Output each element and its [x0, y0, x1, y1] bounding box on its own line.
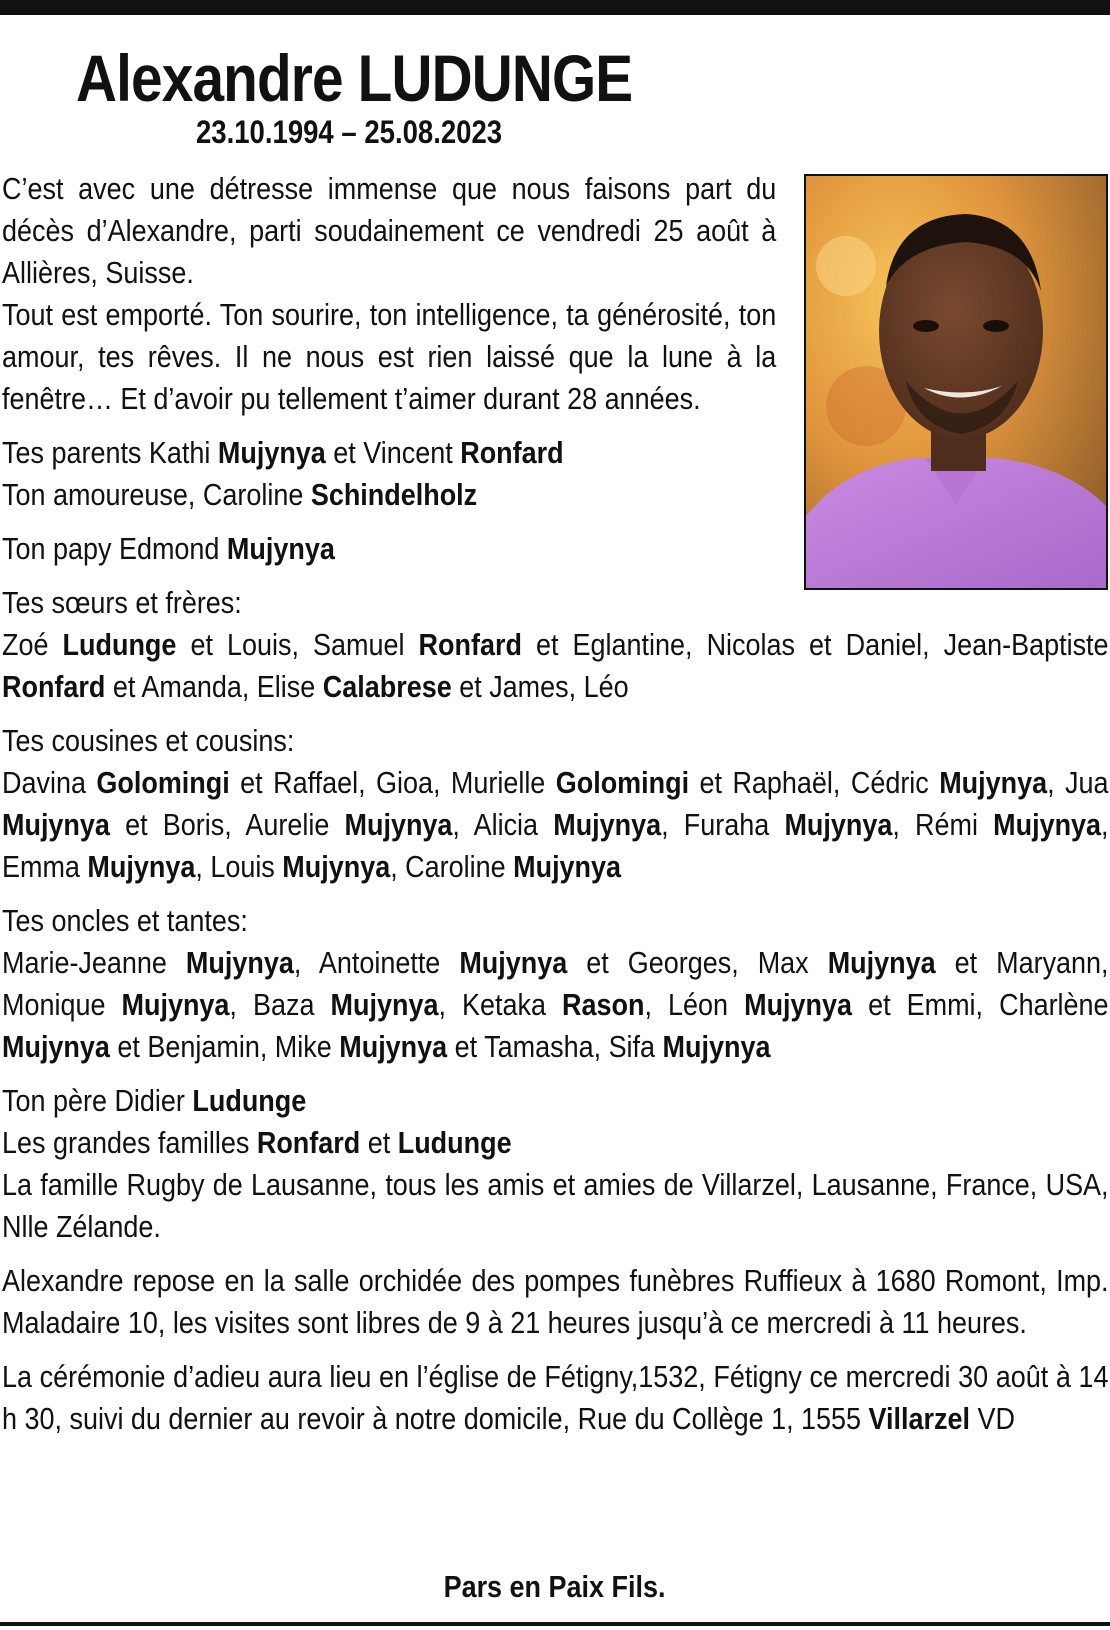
- life-dates: 23.10.1994 – 25.08.2023: [196, 114, 503, 150]
- siblings-heading: Tes sœurs et frères:: [2, 585, 242, 620]
- friends-line: La famille Rugby de Lausanne, tous les amis et amies de Villarzel, Lausanne, France, USA, Nlle Zélande.: [2, 1167, 1109, 1244]
- grandfather-line: Ton papy Edmond Mujynya: [2, 531, 335, 566]
- families-line: Les grandes familles Ronfard et Ludunge: [2, 1125, 512, 1160]
- closing-line: Pars en Paix Fils.: [444, 1569, 666, 1604]
- notice-body: [2, 168, 1108, 1452]
- parents-line: Tes parents Kathi Mujynya et Vincent Ronfard: [2, 435, 564, 470]
- siblings-list: Zoé Ludunge et Louis, Samuel Ronfard et Eglantine, Nicolas et Daniel, Jean-Baptiste Ronfard et Amanda, Elise Calabrese et James, Léo: [2, 627, 1109, 704]
- uncles-list: Marie-Jeanne Mujynya, Antoinette Mujynya et Georges, Max Mujynya et Maryann, Monique Mujynya, Baza Mujynya, Ketaka Rason, Léon Mujynya et Emmi, Charlène Mujynya et Benjamin, Mike Mujynya et Tamasha, Sifa Mujynya: [2, 945, 1109, 1064]
- father-line: Ton père Didier Ludunge: [2, 1083, 307, 1118]
- uncles-heading: Tes oncles et tantes:: [2, 903, 248, 938]
- cousins-heading: Tes cousines et cousins:: [2, 723, 295, 758]
- partner-line: Ton amoureuse, Caroline Schindelholz: [2, 477, 478, 512]
- bottom-border: [0, 1622, 1110, 1626]
- deceased-name: Alexandre LUDUNGE: [76, 41, 633, 115]
- cousins-list: Davina Golomingi et Raffael, Gioa, Murielle Golomingi et Raphaël, Cédric Mujynya, Jua Mujynya et Boris, Aurelie Mujynya, Alicia Mujynya, Furaha Mujynya, Rémi Mujynya, Emma Mujynya, Louis Mujynya, Caroline Mujynya: [2, 765, 1109, 884]
- top-border: [0, 0, 1110, 15]
- rest-paragraph: Alexandre repose en la salle orchidée des pompes funèbres Ruffieux à 1680 Romont, Imp. Maladaire 10, les visites sont libres de 9 à 21 heures jusqu’à ce mercredi à 11 heures.: [2, 1263, 1109, 1340]
- ceremony-paragraph: La cérémonie d’adieu aura lieu en l’église de Fétigny,1532, Fétigny ce mercredi 30 août à 14 h 30, suivi du dernier au revoir à notre domicile, Rue du Collège 1, 1555 Villarzel VD: [2, 1359, 1109, 1436]
- intro-paragraph: C’est avec une détresse immense que nous faisons part du décès d’Alexandre, parti soudainement ce vendredi 25 août à Allières, Suisse.: [2, 171, 777, 290]
- tribute-paragraph: Tout est emporté. Ton sourire, ton intelligence, ta générosité, ton amour, tes rêves. Il ne nous est rien laissé que la lune à la fenêtre… Et d’avoir pu tellement t’aimer durant 28 années.: [2, 297, 777, 416]
